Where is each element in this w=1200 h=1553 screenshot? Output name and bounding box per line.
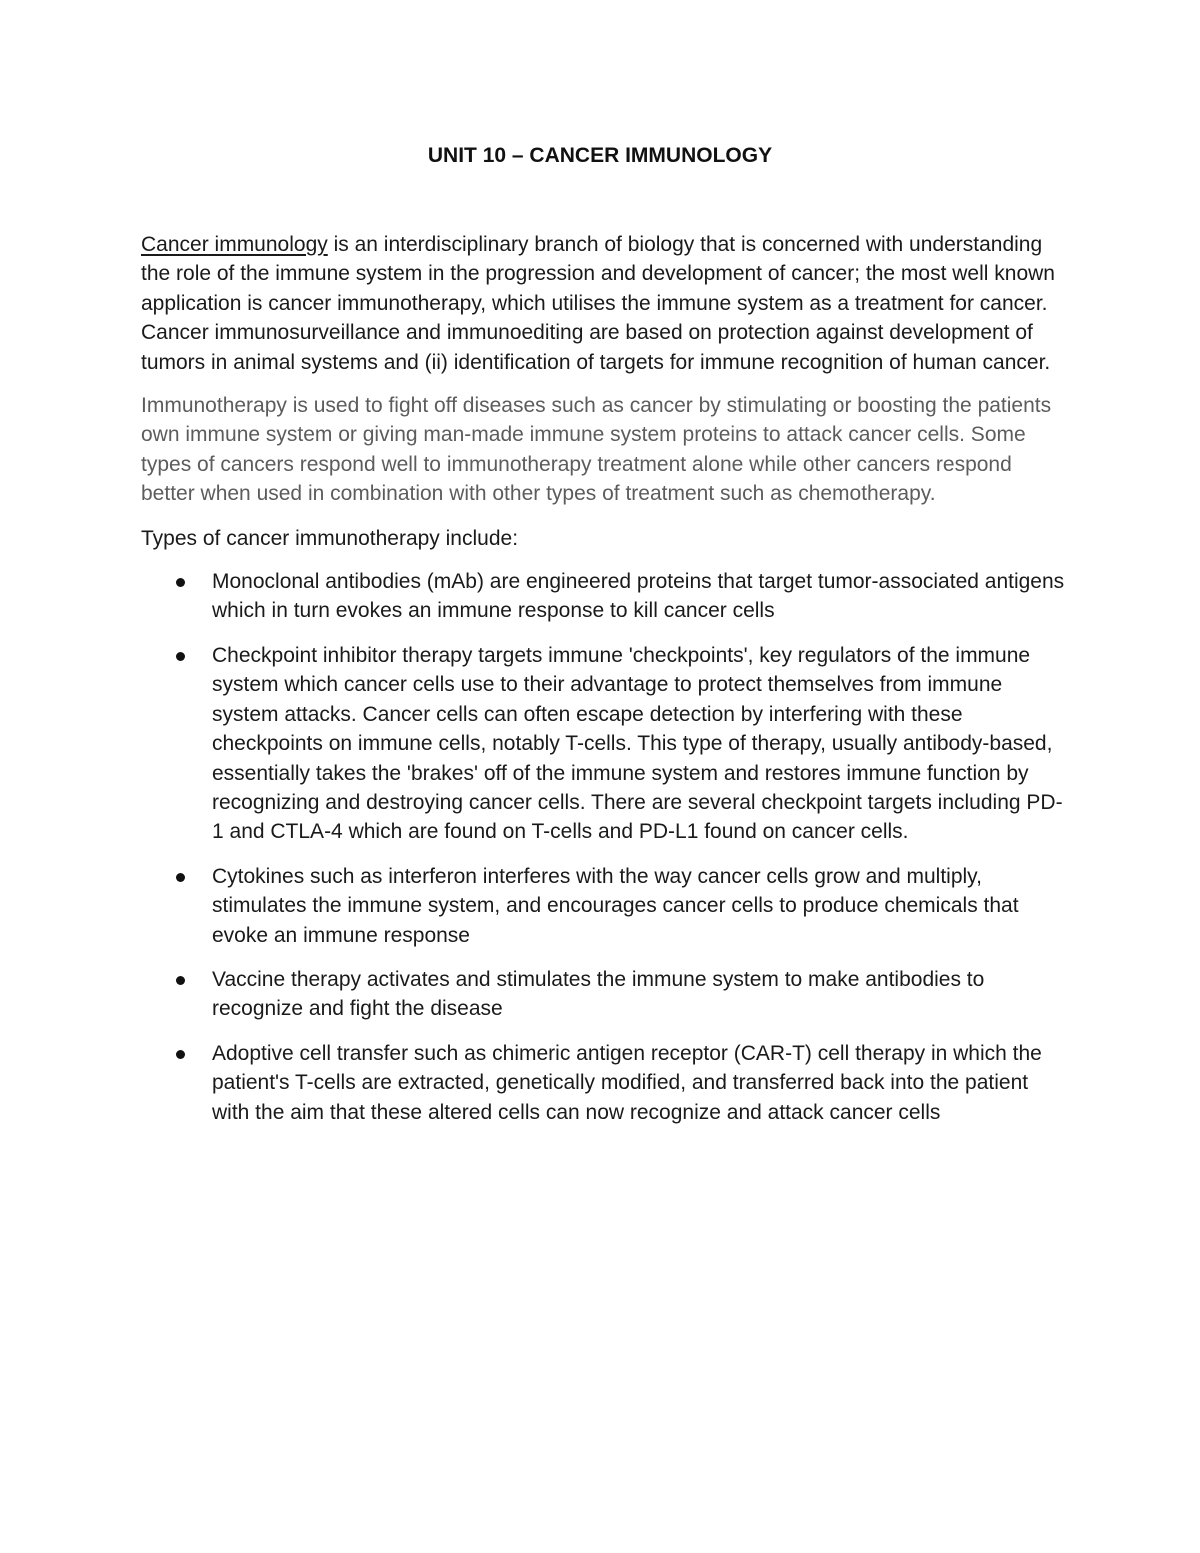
list-item-text: Cytokines such as interferon interferes with the way cancer cells grow and multiply, stimulates the immune system, and encourages cancer cells to produce chemicals that evoke an immune response — [212, 864, 1019, 947]
intro-term: Cancer immunology — [141, 233, 328, 256]
therapy-types-list — [141, 567, 1071, 1127]
bullet-icon — [176, 1050, 185, 1059]
list-item-text: Monoclonal antibodies (mAb) are engineered proteins that target tumor-associated antigens which in turn evokes an immune response to kill cancer cells — [212, 570, 1065, 623]
bullet-icon — [176, 976, 185, 985]
intro-text: is an interdisciplinary branch of biology that is concerned with understanding the role of the immune system in the progression and development of cancer; the most well known application is cancer immunotherapy, which utilises the immune system as a treatment for cancer. Cancer immunosurveillance and immunoediting are based on protection against development of tumors in animal systems and (ii) identification of targets for immune recognition of human cancer. — [141, 233, 1055, 374]
bullet-icon — [176, 578, 185, 587]
list-item — [141, 965, 1071, 1024]
list-item — [141, 567, 1071, 626]
document-body — [141, 230, 1071, 1142]
intro-paragraph — [141, 230, 1071, 377]
list-item — [141, 641, 1071, 847]
list-item-text: Vaccine therapy activates and stimulates the immune system to make antibodies to recognize and fight the disease — [212, 967, 985, 1021]
list-item — [141, 862, 1071, 950]
types-lead: Types of cancer immunotherapy include: — [141, 526, 519, 550]
list-item-text: Checkpoint inhibitor therapy targets immune 'checkpoints', key regulators of the immune system which cancer cells use to their advantage to protect themselves from immune system attacks. Cancer cells can often escape detection by interfering with these checkpoints on immune cells, notably T-cells. This type of therapy, usually antibody-based, essentially takes the 'brakes' off of the immune system and restores immune function by recognizing and destroying cancer cells. There are several checkpoint targets including PD-1 and CTLA-4 which are found on T-cells and PD-L1 found on cancer cells. — [212, 643, 1063, 844]
immunotherapy-paragraph: Immunotherapy is used to fight off diseases such as cancer by stimulating or boosting the patients own immune system or giving man-made immune system proteins to attack cancer cells. Some types of cancers respond well to immunotherapy treatment alone while other cancers respond better when used in combination with other types of treatment such as chemotherapy. — [141, 394, 1052, 506]
bullet-icon — [176, 652, 185, 661]
list-item-text: Adoptive cell transfer such as chimeric antigen receptor (CAR-T) cell therapy in which the patient's T-cells are extracted, genetically modified, and transferred back into the patient with the aim that these altered cells can now recognize and attack cancer cells — [212, 1041, 1042, 1124]
list-item — [141, 1039, 1071, 1127]
bullet-icon — [176, 873, 185, 882]
document-title: UNIT 10 – CANCER IMMUNOLOGY — [427, 144, 773, 167]
